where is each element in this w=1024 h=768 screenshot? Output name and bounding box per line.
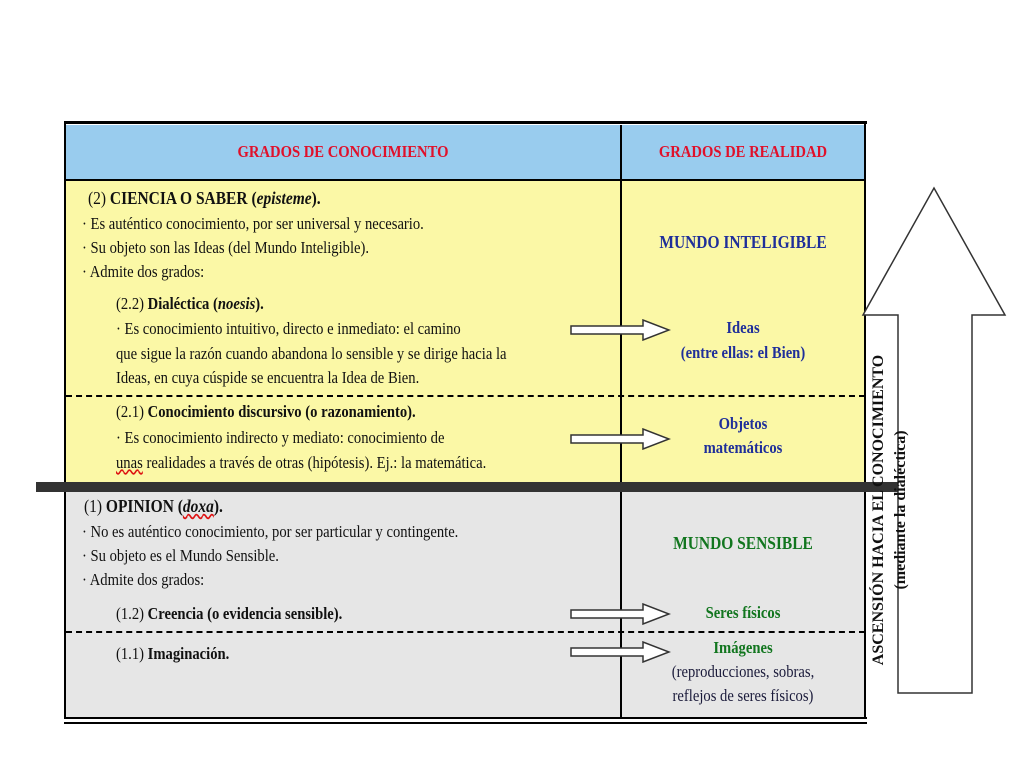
arrow-right-icon — [569, 641, 671, 663]
imagenes-label: Imágenes — [713, 638, 773, 657]
objetos-sublabel: matemáticos — [703, 438, 783, 457]
ciencia-line-3: · Admite dos grados: — [82, 262, 205, 281]
imagenes-sublabel-1: (reproducciones, sobras, — [671, 662, 815, 681]
discursivo-title: (2.1) Conocimiento discursivo (o razonamiento). — [116, 402, 416, 421]
arrow-right-icon — [569, 319, 671, 341]
table-left-border — [64, 121, 66, 719]
table-bottom-border — [64, 717, 867, 719]
dashed-divider-lower — [66, 631, 865, 633]
opinion-line-2: · Su objeto es el Mundo Sensible. — [82, 546, 279, 565]
column-divider — [620, 125, 622, 718]
opinion-title: (1) OPINION (doxa). — [84, 496, 223, 516]
objetos-label: Objetos — [718, 414, 768, 433]
discursivo-line-1: · Es conocimiento indirecto y mediato: conocimiento de — [116, 428, 445, 447]
world-divider-bar — [36, 482, 906, 492]
mundo-inteligible-label: MUNDO INTELIGIBLE — [659, 232, 827, 252]
ciencia-line-1: · Es auténtico conocimiento, por ser universal y necesario. — [82, 214, 424, 233]
ideas-label: Ideas — [726, 318, 760, 337]
creencia-title: (1.2) Creencia (o evidencia sensible). — [116, 604, 343, 623]
dialectica-line-2: que sigue la razón cuando abandona lo sensible y se dirige hacia la — [116, 344, 507, 363]
dashed-divider-upper — [66, 395, 865, 397]
ciencia-title: (2) CIENCIA O SABER (episteme). — [88, 188, 321, 208]
arrow-right-icon — [569, 428, 671, 450]
seres-fisicos-label: Seres físicos — [705, 603, 781, 622]
ciencia-line-2: · Su objeto son las Ideas (del Mundo Inteligible). — [82, 238, 370, 257]
table-bottom-double — [64, 722, 867, 724]
arrow-right-icon — [569, 603, 671, 625]
dialectica-line-3: Ideas, en cuya cúspide se encuentra la Idea de Bien. — [116, 368, 420, 387]
imaginacion-title: (1.1) Imaginación. — [116, 644, 230, 663]
opinion-line-3: · Admite dos grados: — [82, 570, 205, 589]
table-top-border — [64, 121, 867, 124]
ideas-sublabel: (entre ellas: el Bien) — [680, 343, 806, 362]
dialectica-line-1: · Es conocimiento intuitivo, directo e inmediato: el camino — [116, 319, 461, 338]
discursivo-line-2: unas realidades a través de otras (hipótesis). Ej.: la matemática. — [116, 453, 487, 472]
opinion-line-1: · No es auténtico conocimiento, por ser particular y contingente. — [82, 522, 459, 541]
dialectica-title: (2.2) Dialéctica (noesis). — [116, 294, 264, 313]
header-grados-conocimiento: GRADOS DE CONOCIMIENTO — [237, 142, 449, 161]
mundo-sensible-label: MUNDO SENSIBLE — [673, 533, 813, 553]
imagenes-sublabel-2: reflejos de seres físicos) — [672, 686, 814, 705]
header-grados-realidad: GRADOS DE REALIDAD — [658, 142, 828, 161]
header-bottom-border — [66, 179, 865, 181]
ascension-label: ASCENSIÓN HACIA EL CONOCIMIENTO (mediante la dialéctica) — [870, 354, 909, 666]
